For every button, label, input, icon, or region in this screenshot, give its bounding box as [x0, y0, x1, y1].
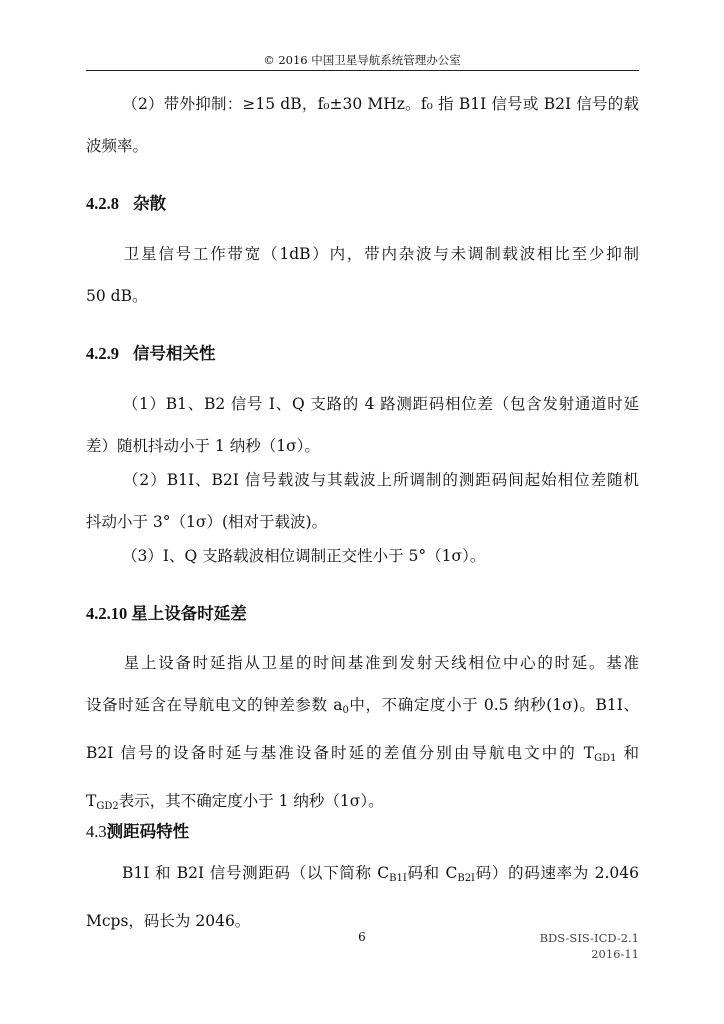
corr1-line-2: 差）随机抖动小于 1 纳秒（1σ）。 — [86, 437, 320, 455]
section-title: 杂散 — [133, 194, 166, 213]
delay-line-4: $T_{GD2}$表示，其不确定度小于 1 纳秒（1σ）。 — [86, 792, 384, 812]
section-title: 测距码特性 — [106, 822, 190, 841]
paragraph-correlation-3 — [86, 535, 639, 577]
paragraph-ranging-code — [86, 852, 639, 942]
document-reference — [520, 930, 639, 962]
corr3-line-1: （3）I、Q 支路载波相位调制正交性小于 5°（1σ）。 — [122, 547, 486, 565]
page-header: © 2016 中国卫星导航系统管理办公室 — [263, 53, 461, 67]
section-heading-4-3 — [86, 818, 189, 842]
spur-line-2: 50 dB。 — [86, 287, 148, 305]
paragraph-correlation-2 — [86, 459, 639, 543]
section-title: 星上设备时延差 — [131, 604, 247, 623]
paragraph-correlation-1 — [86, 383, 639, 467]
header-rule — [86, 70, 639, 71]
section-title: 信号相关性 — [133, 344, 216, 363]
paragraph-equipment-delay — [86, 642, 639, 828]
oob-line-1: （2）带外抑制：≥15 dB，f₀±30 MHz。f₀ 指 B1I 信号或 B2I 信号的载 — [122, 95, 639, 113]
section-number: 4.3 — [86, 822, 107, 841]
paragraph-spurious — [86, 233, 639, 317]
corr2-line-1: （2）B1I、B2I 信号载波与其载波上所调制的测距码间起始相位差随机 — [122, 471, 639, 489]
section-number: 4.2.10 — [86, 604, 128, 623]
section-number: 4.2.9 — [86, 344, 119, 363]
page-number: 6 — [358, 930, 366, 944]
paragraph-out-of-band — [86, 83, 639, 167]
section-heading-4-2-10 — [86, 600, 247, 624]
section-number: 4.2.8 — [86, 194, 119, 213]
delay-line-1: 星上设备时延指从卫星的时间基准到发射天线相位中心的时延。基准 — [122, 654, 639, 672]
document-id: BDS-SIS-ICD-2.1 — [539, 931, 639, 945]
document-date: 2016-11 — [591, 947, 639, 961]
code-line-1: B1I 和 B2I 信号测距码（以下简称 $C_{B1I}$码和 $C_{B2I}$码）的码速率为 2.046 — [122, 864, 639, 884]
section-heading-4-2-9 — [86, 340, 216, 364]
section-heading-4-2-8 — [86, 190, 166, 214]
spur-line-1: 卫星信号工作带宽（1dB）内，带内杂波与未调制载波相比至少抑制 — [122, 245, 639, 263]
delay-line-2: 设备时延含在导航电文的钟差参数 $a_0$中，不确定度小于 0.5 纳秒(1σ)。B1I、 — [86, 696, 639, 716]
code-line-2: Mcps，码长为 2046。 — [86, 912, 251, 930]
corr1-line-1: （1）B1、B2 信号 I、Q 支路的 4 路测距码相位差（包含发射通道时延 — [122, 395, 639, 413]
delay-line-3: B2I 信号的设备时延与基准设备时延的差值分别由导航电文中的 $T_{GD1}$ 和 — [86, 744, 639, 764]
corr2-line-2: 抖动小于 3°（1σ）(相对于载波)。 — [86, 513, 328, 531]
oob-line-2: 波频率。 — [86, 137, 149, 155]
